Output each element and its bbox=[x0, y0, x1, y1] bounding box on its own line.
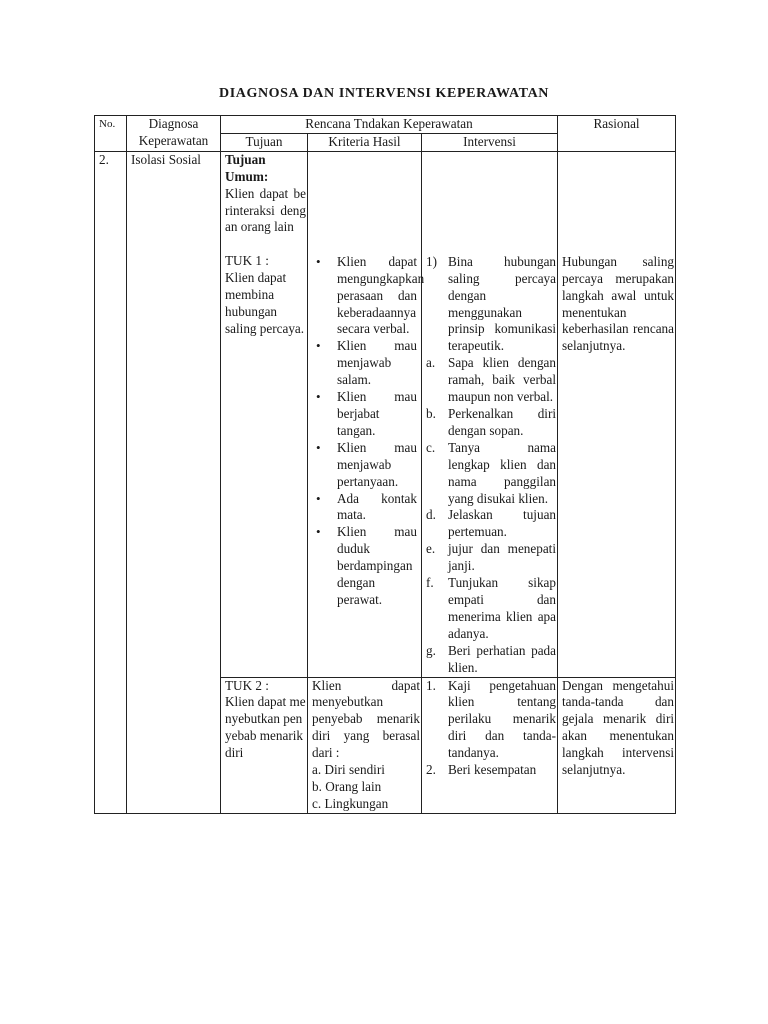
header-tujuan: Tujuan bbox=[221, 133, 308, 151]
intervensi-list bbox=[426, 254, 556, 677]
kriteria-item: • Klien mau duduk berdampingan dengan perawat. bbox=[312, 524, 417, 609]
intervensi-text: Tunjukan sikap empati dan menerima klien apa adanya. bbox=[448, 575, 557, 641]
tujuan-cell-tuk2 bbox=[221, 677, 308, 813]
intervensi-text: jujur dan menepati janji. bbox=[448, 541, 557, 574]
intervensi-marker: d. bbox=[426, 507, 436, 523]
kriteria-cell-tuk2 bbox=[308, 677, 422, 813]
header-diagnosa: Diagnosa Keperawatan bbox=[127, 116, 221, 152]
header-kriteria: Kriteria Hasil bbox=[308, 133, 422, 151]
tuk1-text: Klien dapat membina hubungan saling percaya. bbox=[225, 270, 305, 336]
header-intervensi: Intervensi bbox=[422, 133, 558, 151]
kriteria-item: • Klien mau menjawab pertanyaan. bbox=[312, 440, 417, 491]
table-header-row bbox=[95, 116, 676, 134]
kriteria-cell-tuk1 bbox=[308, 151, 425, 677]
rasional-text-tuk2: Dengan mengetahui tanda-tanda dan gejala menarik diri akan menentukan langkah intervensi selanjutnya. bbox=[562, 677, 675, 778]
intervensi-marker: e. bbox=[426, 541, 436, 557]
kriteria-item: • Klien dapat mengungkapkan perasaan dan keberadaannya secara verbal. bbox=[312, 254, 417, 339]
intervensi-text: Beri perhatian pada klien. bbox=[448, 642, 557, 675]
kriteria-sub-item: b. Orang lain bbox=[312, 778, 382, 794]
tujuan-umum-text: Klien dapat berinteraksi dengan orang lain bbox=[225, 185, 306, 235]
header-rasional: Rasional bbox=[558, 116, 676, 152]
intervensi-marker: 1. bbox=[426, 677, 436, 693]
intervensi-item bbox=[426, 254, 556, 355]
tujuan-umum-label: Tujuan Umum: bbox=[225, 151, 269, 184]
rasional-cell-tuk1 bbox=[558, 151, 676, 677]
intervensi-marker: f. bbox=[426, 575, 434, 591]
rasional-cell-tuk2 bbox=[558, 677, 676, 813]
intervensi-item bbox=[426, 643, 556, 677]
document-title: DIAGNOSA DAN INTERVENSI KEPERAWATAN bbox=[219, 86, 549, 101]
tuk2-intervensi-list bbox=[426, 678, 556, 779]
row-number: 2. bbox=[95, 151, 127, 813]
kriteria-sub-item: c. Lingkungan bbox=[312, 795, 389, 811]
intervensi-text: Bina hubungan saling percaya dengan menggunakan prinsip komunikasi terapeutik. bbox=[448, 253, 557, 354]
intervensi-marker: a. bbox=[426, 355, 436, 371]
kriteria-item: • Klien mau berjabat tangan. bbox=[312, 389, 417, 440]
intervensi-item bbox=[426, 440, 556, 508]
tuk2-text: Klien dapat menyebutkan penyebab menarik diri bbox=[225, 694, 306, 761]
intervensi-marker: 1) bbox=[426, 253, 437, 269]
tuk2-title: TUK 2 : bbox=[225, 677, 269, 693]
intervensi-marker: g. bbox=[426, 642, 436, 658]
intervensi-item bbox=[426, 406, 556, 440]
tuk2-kriteria-intro: Klien dapat menyebutkan penyebab menarik diri yang berasal dari : bbox=[312, 677, 420, 761]
nursing-care-table bbox=[94, 115, 676, 814]
intervensi-item bbox=[426, 678, 556, 763]
intervensi-cell-tuk2 bbox=[422, 677, 558, 813]
tujuan-cell-tuk1 bbox=[221, 151, 308, 677]
kriteria-list bbox=[312, 253, 425, 609]
intervensi-marker: c. bbox=[426, 439, 436, 455]
header-no: No. bbox=[95, 116, 127, 152]
intervensi-item bbox=[426, 541, 556, 575]
intervensi-marker: 2. bbox=[426, 762, 436, 778]
kriteria-item: • Klien mau menjawab salam. bbox=[312, 338, 417, 389]
intervensi-text: Perkenalkan diri dengan sopan. bbox=[448, 406, 557, 438]
rasional-text-tuk1: Hubungan saling percaya merupakan langkah awal untuk menentukan keberhasilan rencana selanjutnya. bbox=[562, 253, 675, 354]
diagnosa-cell: Isolasi Sosial bbox=[127, 151, 221, 813]
intervensi-item bbox=[426, 762, 556, 779]
intervensi-text: Jelaskan tujuan pertemuan. bbox=[448, 507, 557, 540]
intervensi-item bbox=[426, 575, 556, 643]
intervensi-text: Sapa klien dengan ramah, baik verbal maupun non verbal. bbox=[448, 355, 557, 405]
intervensi-text: Beri kesempatan bbox=[448, 762, 537, 778]
tuk1-title: TUK 1 : bbox=[225, 253, 269, 269]
intervensi-item bbox=[426, 507, 556, 541]
intervensi-marker: b. bbox=[426, 406, 436, 421]
kriteria-sub-item: a. Diri sendiri bbox=[312, 762, 385, 778]
intervensi-item bbox=[426, 355, 556, 406]
tuk2-kriteria-items bbox=[312, 762, 420, 813]
intervensi-cell-tuk1 bbox=[422, 151, 558, 677]
table-row-tuk1 bbox=[95, 151, 676, 677]
header-rencana: Rencana Tndakan Keperawatan bbox=[221, 116, 558, 134]
intervensi-text: Kaji pengetahuan klien tentang perilaku menarik diri dan tanda-tandanya. bbox=[448, 677, 557, 761]
kriteria-item: • Ada kontak mata. bbox=[312, 491, 417, 525]
intervensi-text: Tanya nama lengkap klien dan nama panggilan yang disukai klien. bbox=[448, 439, 557, 506]
